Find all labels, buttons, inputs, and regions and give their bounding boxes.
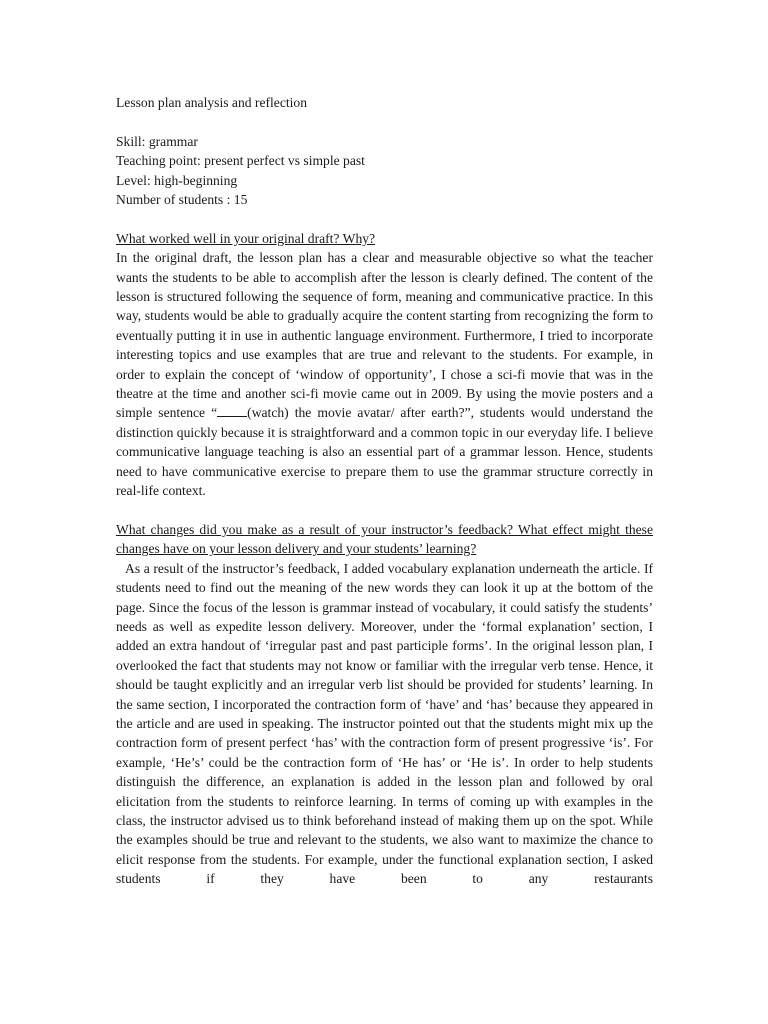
meta-teaching-point: Teaching point: present perfect vs simple past [116,153,365,169]
question-1-heading: What worked well in your original draft? Why? [116,230,376,246]
lesson-meta [116,132,653,210]
question-2-heading: What changes did you make as a result of your instructor’s feedback? What effect might these changes have on your lesson delivery and your students’ learning? [116,521,653,557]
document-title: Lesson plan analysis and reflection [116,95,308,110]
question-1-answer [116,248,653,500]
meta-students: Number of students : 15 [116,192,248,208]
document-page [116,93,653,889]
meta-level: Level: high-beginning [116,172,238,188]
answer-1-part-b: (watch) the movie avatar/ after earth?”, students would understand the distinction quickly because it is straightforward and a common topic in our everyday life. I believe communicative language teaching is also an essential part of a grammar lesson. Hence, students need to have communicative exercise to prepare them to use the grammar structure correctly in real-life context. [116,405,653,499]
meta-skill: Skill: grammar [116,133,198,149]
question-2-answer: As a result of the instructor’s feedback, I added vocabulary explanation underneath the article. If students need to find out the meaning of the new words they can look it up at the bottom of the page. Since the focus of the lesson is grammar instead of vocabulary, it could satisfy the students’ needs as well as expedite lesson delivery. Moreover, under the ‘formal explanation’ section, I added an extra handout of ‘irregular past and past participle forms’. In the original lesson plan, I overlooked the fact that students may not know or familiar with the irregular verb tense. Hence, it should be taught explicitly and an irregular verb list should be provided for students’ learning. In the same section, I incorporated the contraction form of ‘have’ and ‘has’ because they appeared in the article and are used in speaking. The instructor pointed out that the students might mix up the contraction form of present perfect ‘has’ with the contraction form of present progressive ‘is’. For example, ‘He’s’ could be the contraction form of ‘He has’ or ‘He is’. In order to help students distinguish the difference, an explanation is added in the lesson plan and followed by oral elicitation from the students to reinforce learning. In terms of coming up with examples in the class, the instructor advised us to think beforehand instead of making them up on the spot. While the examples should be true and relevant to the students, we also want to maximize the chance to elicit response from the students. For example, under the functional explanation section, I asked students if they have been to any restaurants [116,560,653,887]
fill-in-blank [217,404,247,417]
answer-1-part-a: In the original draft, the lesson plan has a clear and measurable objective so what the teacher wants the students to be able to accomplish after the lesson is clearly defined. The content of the lesson is structured following the sequence of form, meaning and communicative practice. In this way, students would be able to gradually acquire the content starting from recognizing the form to eventually putting it in use in authentic language environment. Furthermore, I tried to incorporate interesting topics and use examples that are true and relevant to the students. For example, in order to explain the concept of ‘window of opportunity’, I chose a sci-fi movie that was in the theatre at the time and another sci-fi movie came out in 2009. By using the movie posters and a simple sentence “ [116,250,653,421]
